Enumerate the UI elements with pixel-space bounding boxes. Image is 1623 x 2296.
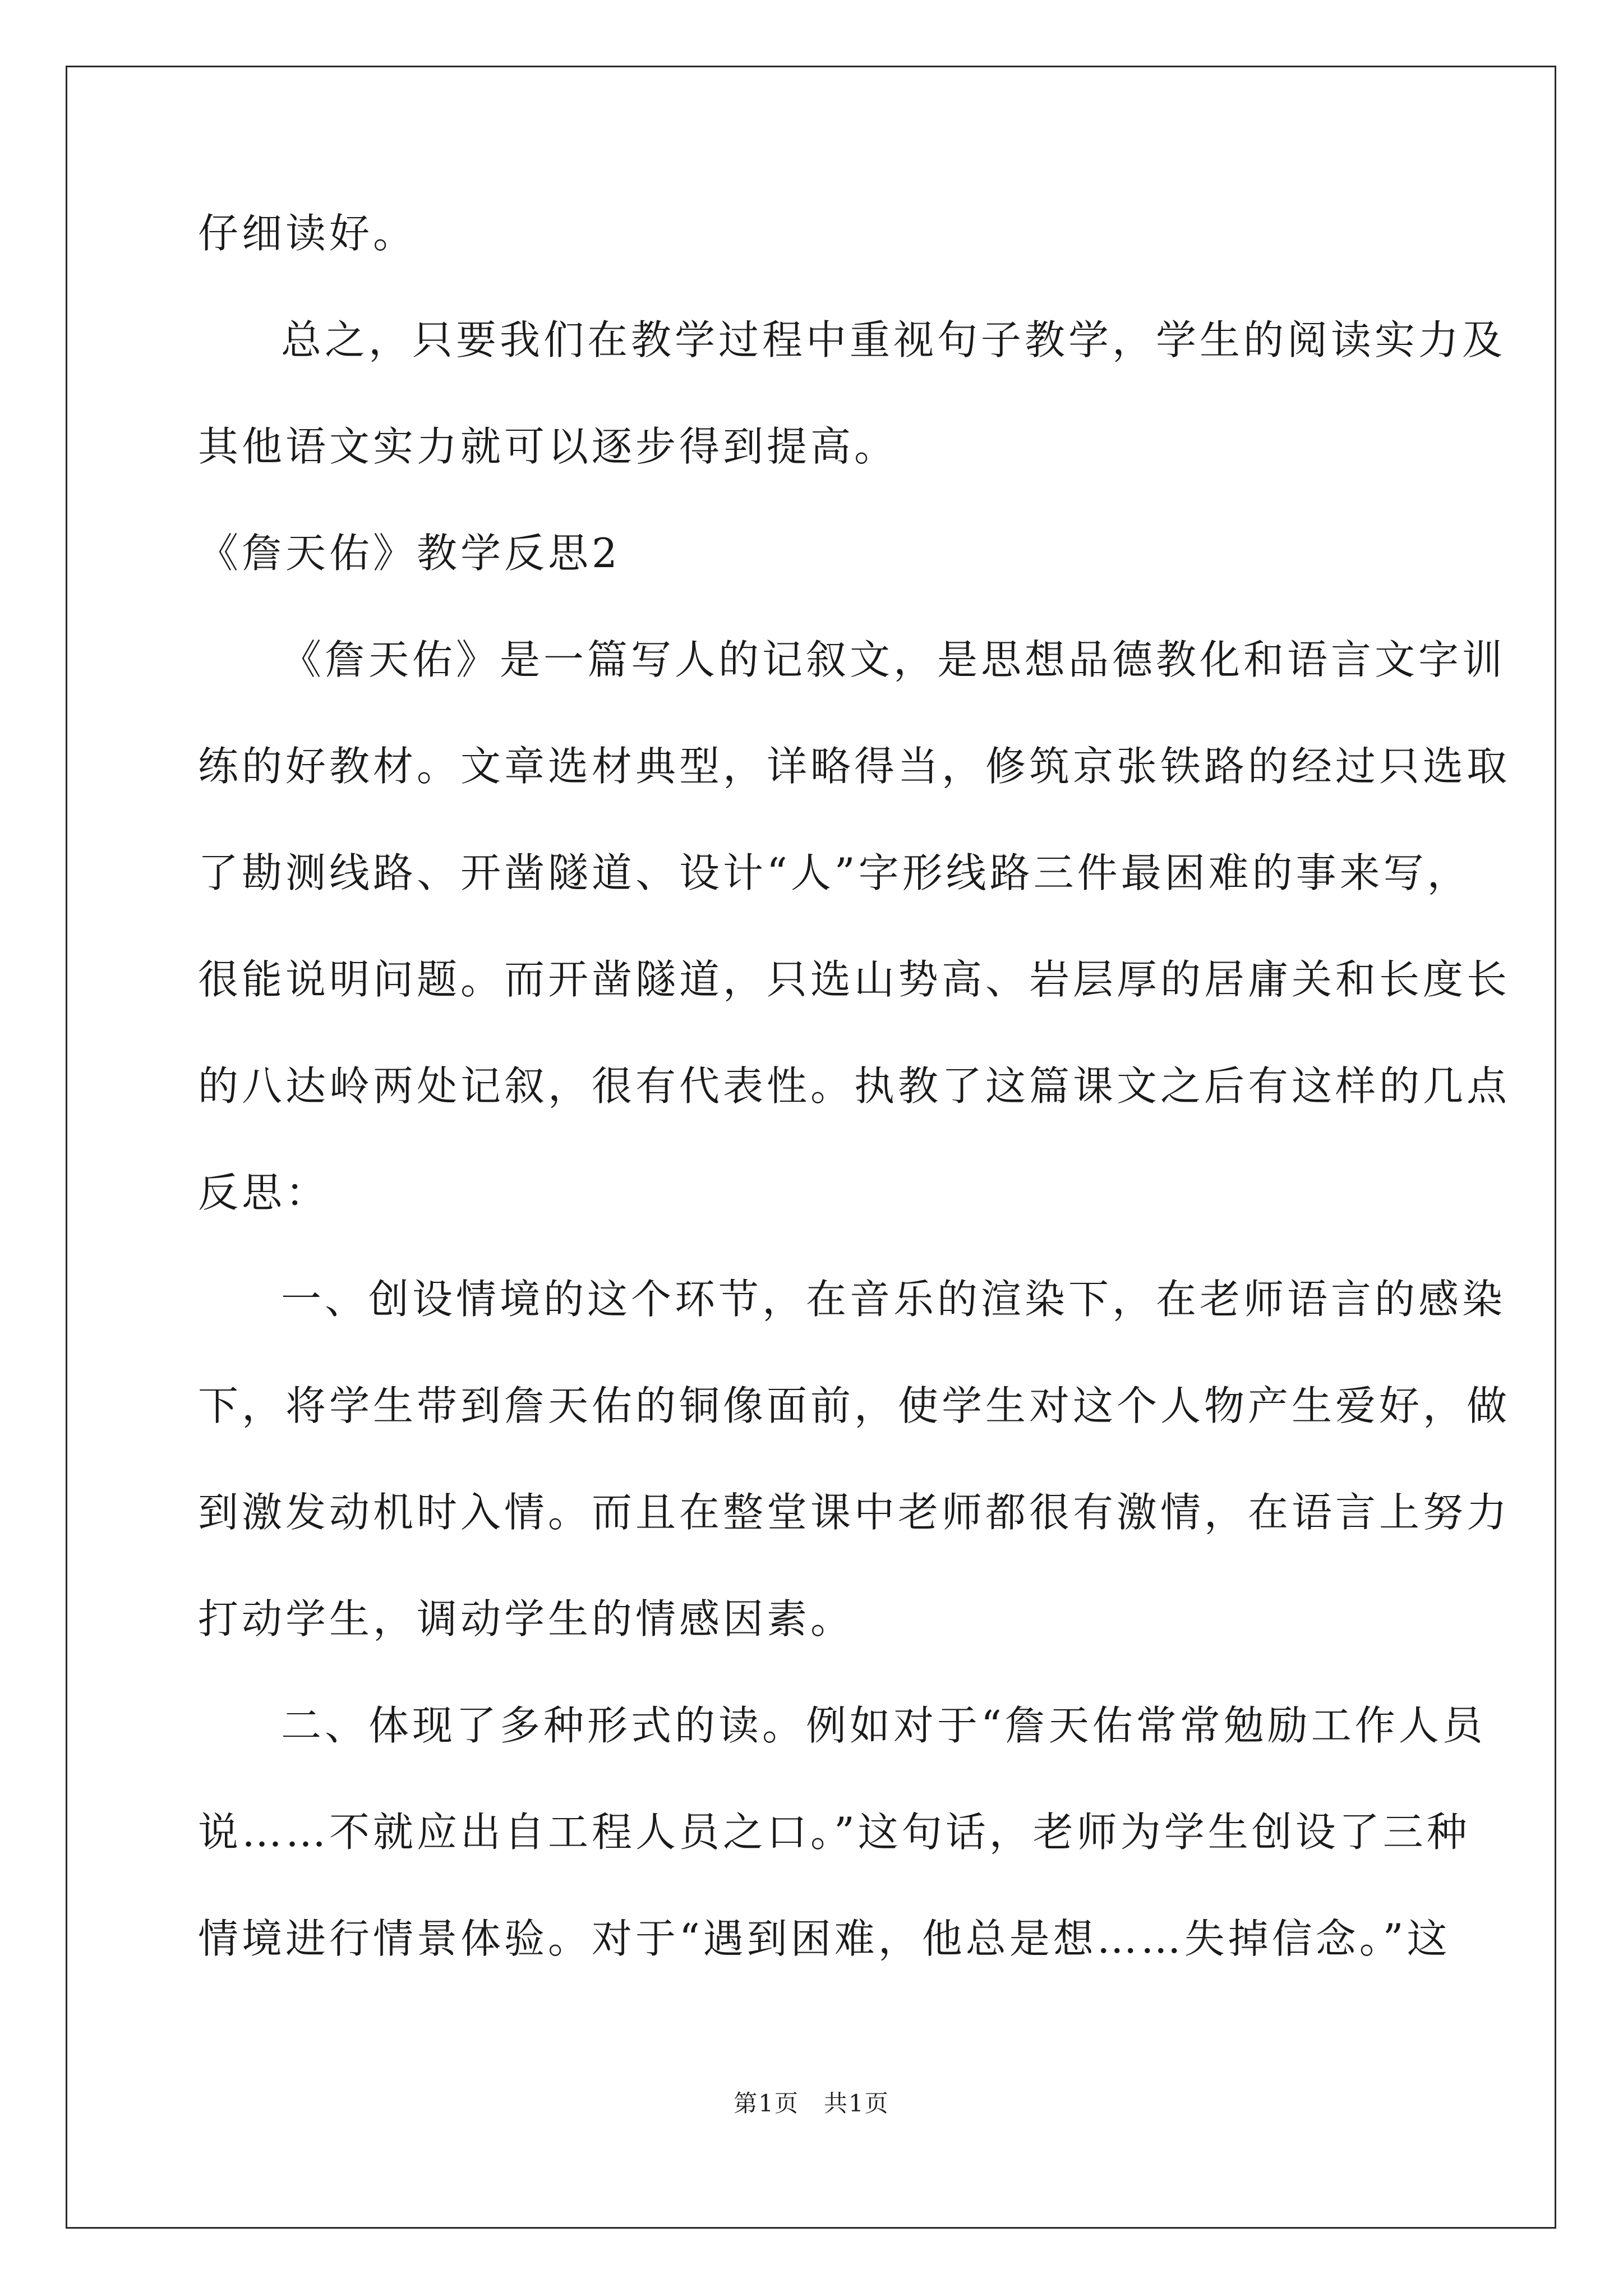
- text-line: 到激发动机时入情。而且在整堂课中老师都很有激情，在语言上努力: [198, 1489, 1511, 1536]
- section-heading: 《詹天佑》教学反思2: [198, 530, 621, 577]
- text-line: 仔细读好。: [198, 210, 417, 257]
- text-line: 二、体现了多种形式的读。例如对于“詹天佑常常勉励工作人员: [281, 1702, 1486, 1749]
- text-line: 总之，只要我们在教学过程中重视句子教学，学生的阅读实力及: [281, 316, 1506, 364]
- text-line: 说……不就应出自工程人员之口。”这句话，老师为学生创设了三种: [198, 1809, 1470, 1856]
- text-line: 打动学生，调动学生的情感因素。: [198, 1595, 855, 1642]
- text-line: 练的好教材。文章选材典型，详略得当，修筑京张铁路的经过只选取: [198, 743, 1511, 790]
- text-line: 一、创设情境的这个环节，在音乐的渲染下，在老师语言的感染: [281, 1276, 1506, 1323]
- text-line: 情境进行情景体验。对于“遇到困难，他总是想……失掉信念。”这: [198, 1915, 1451, 1962]
- text-line: 《詹天佑》是一篇写人的记叙文，是思想品德教化和语言文字训: [281, 636, 1506, 683]
- text-line: 其他语文实力就可以逐步得到提高。: [198, 423, 898, 470]
- text-line: 下，将学生带到詹天佑的铜像面前，使学生对这个人物产生爱好，做: [198, 1382, 1511, 1429]
- page-footer: 第1页 共1页: [734, 2090, 889, 2117]
- page-border: [66, 66, 1556, 2229]
- text-line: 反思：: [198, 1169, 330, 1216]
- text-line: 了勘测线路、开凿隧道、设计“人”字形线路三件最困难的事来写，: [198, 849, 1471, 896]
- text-line: 很能说明问题。而开凿隧道，只选山势高、岩层厚的居庸关和长度长: [198, 956, 1511, 1003]
- text-line: 的八达岭两处记叙，很有代表性。执教了这篇课文之后有这样的几点: [198, 1062, 1511, 1110]
